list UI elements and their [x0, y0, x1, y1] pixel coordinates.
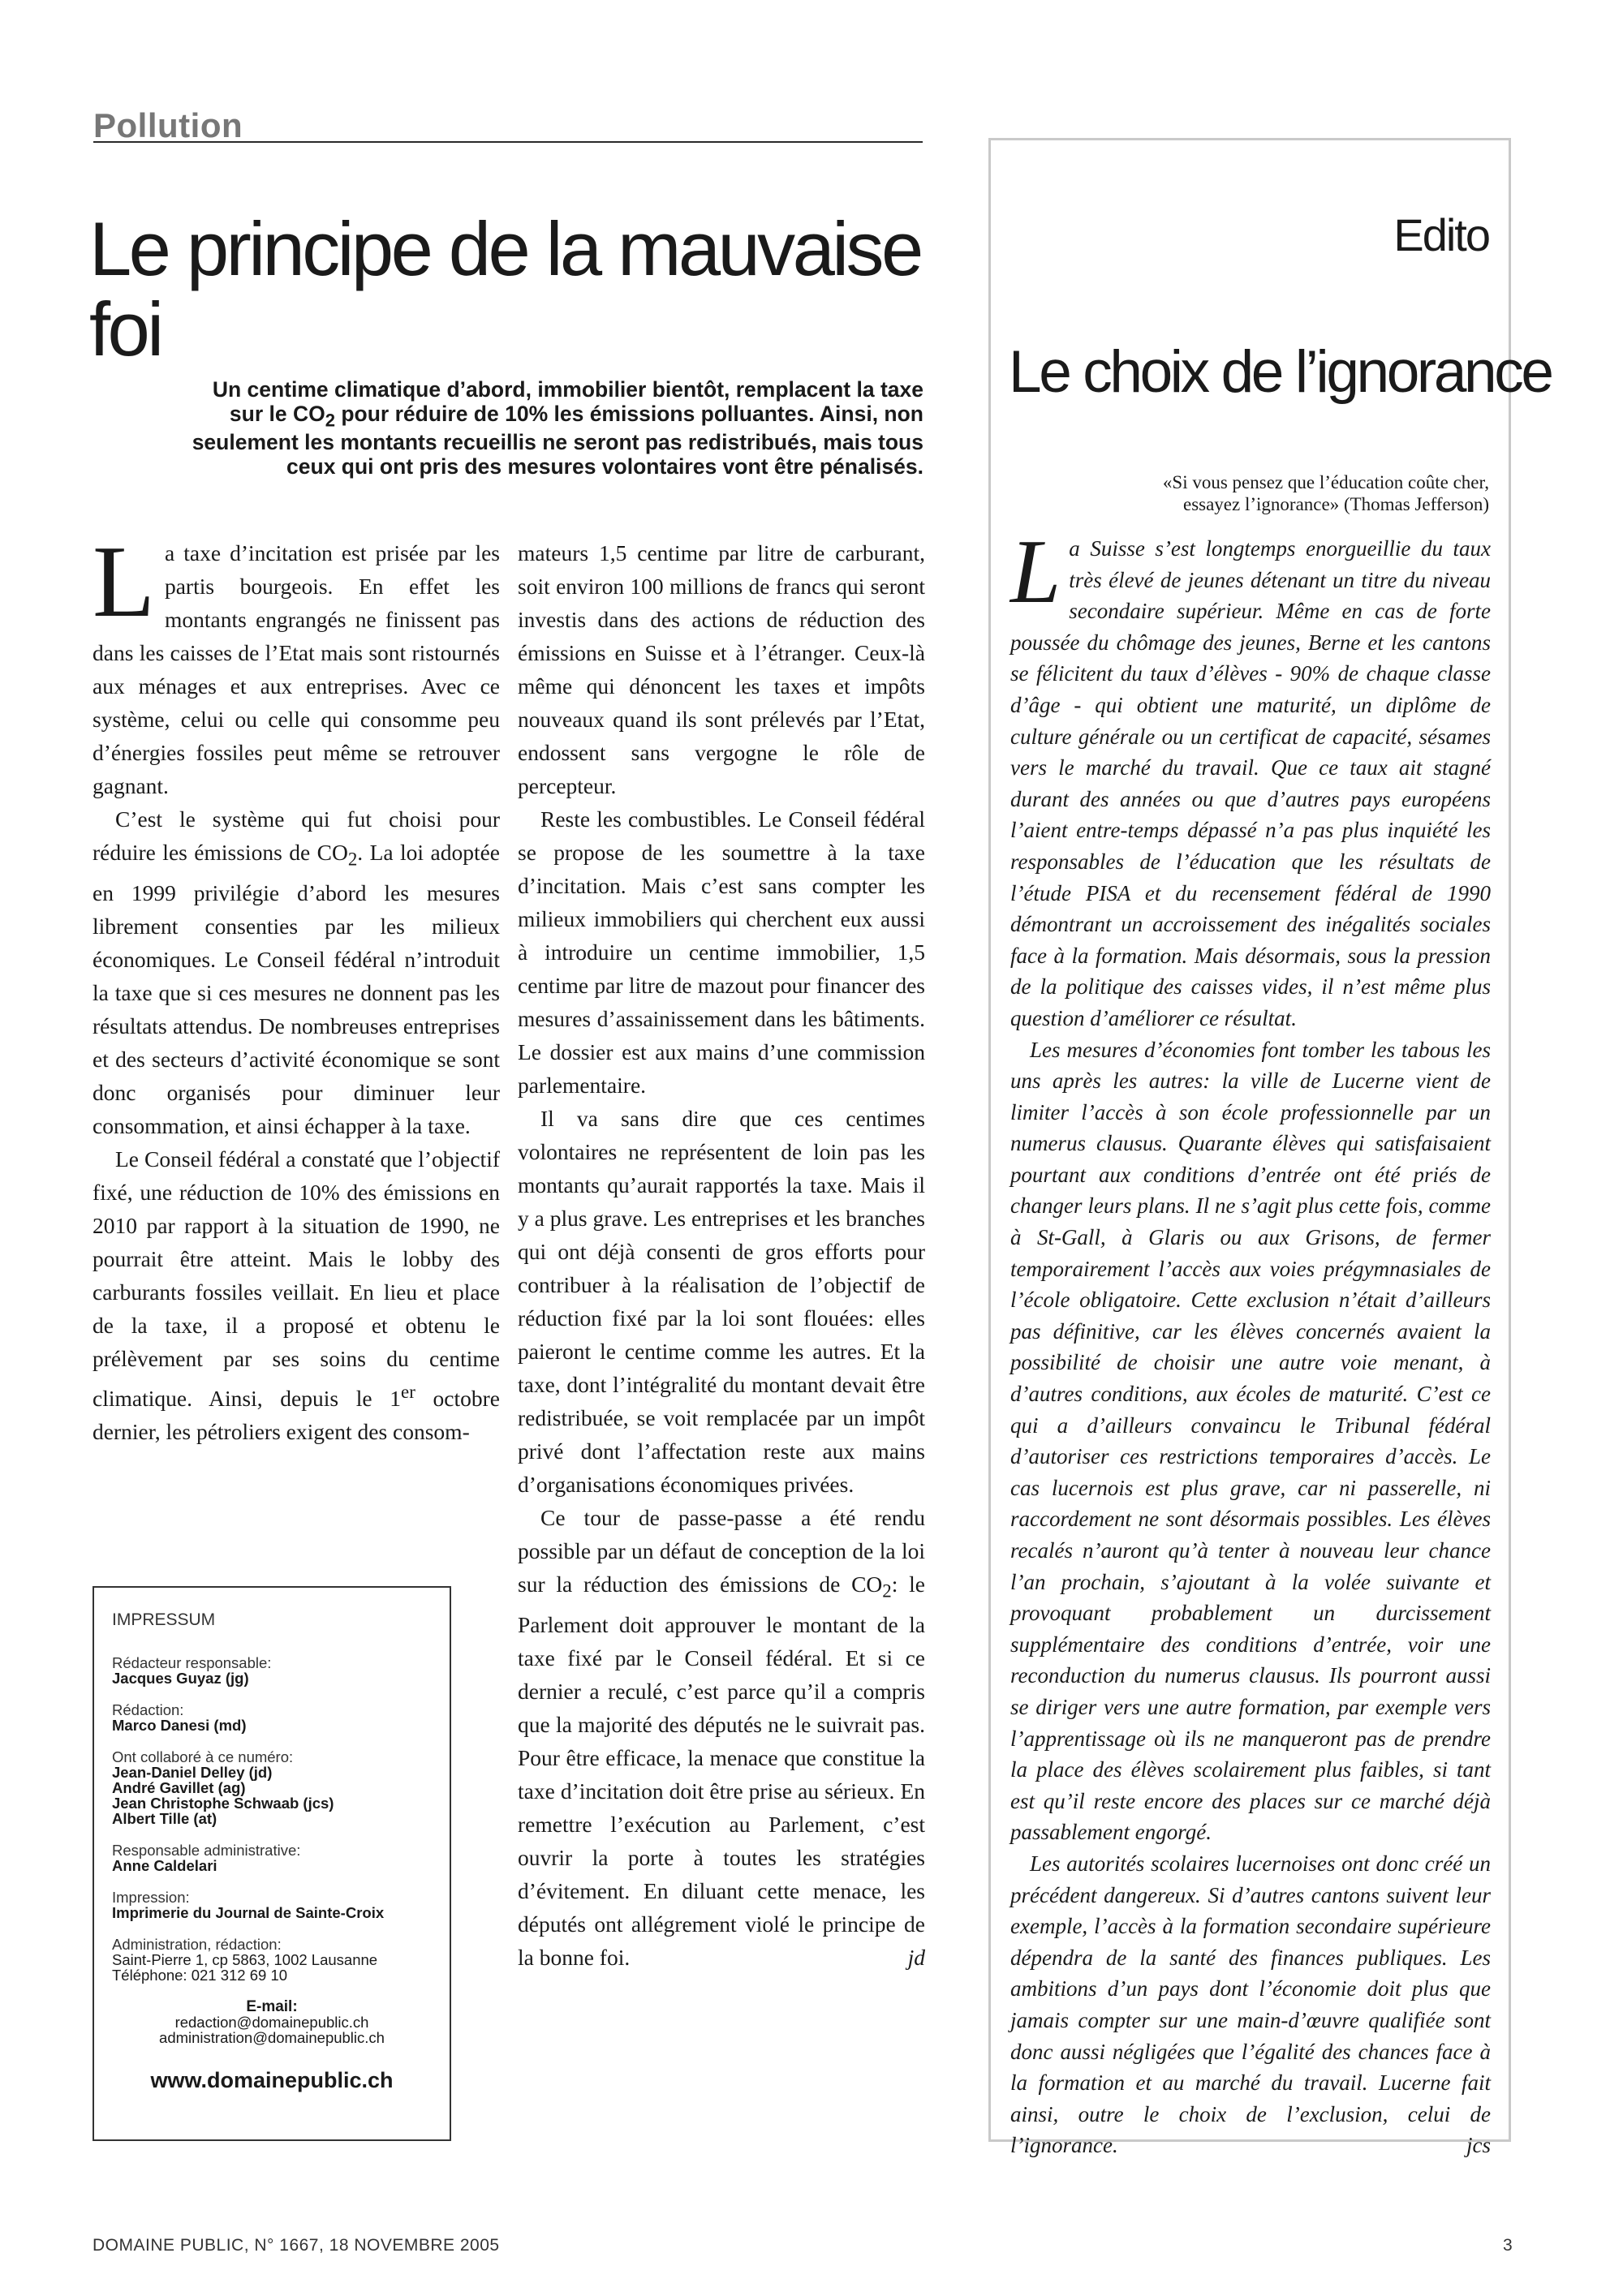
edito-body [1010, 522, 1491, 2161]
article-paragraph: Le Conseil fédéral a constaté que l’objectif fixé, une réduction de 10% des émissions en 2010 par rapport à la situation de 1990, ne pourrait être atteint. Mais le lobby des carburants fossiles veillait. En lieu et place de la taxe, il a proposé et obtenu le prélèvement par ses soins du centime climatique. Ainsi, depuis le 1er octobre dernier, les pétroliers exigent des consom- [93, 1146, 500, 1444]
impressum-value: Imprimerie du Journal de Sainte-Croix [112, 1904, 385, 1921]
impressum-section [112, 1890, 432, 1920]
impressum-label: Impression: [112, 1889, 190, 1906]
impressum-box [93, 1586, 451, 2141]
impressum-email: administration@domainepublic.ch [159, 2029, 385, 2046]
article-title: Le principe de la mauvaise foi [89, 206, 921, 372]
article-paragraph: La taxe d’incitation est prisée par les partis bourgeois. En effet les montants engrangés ne finissent pas dans les caisses de l’Etat mais sont ristournés aux ménages et aux entreprises. Avec ce système, celui ou celle qui consomme peu d’énergies fossiles peut même se retrouver gagnant. [93, 526, 500, 798]
article-paragraph: Reste les combustibles. Le Conseil fédéral se propose de les soumettre à la taxe d’incitation. Mais c’est sans compter les milieux immobiliers qui cherchent eux aussi à introduire un centime immobilier, 1,5 centime par litre de mazout pour financer des mesures d’assainissement dans les bâtiments. Le dossier est aux mains d’une commission parlementaire. [518, 806, 925, 1098]
impressum-value: Jacques Guyaz (jg) [112, 1670, 249, 1687]
impressum-label: Responsable administrative: [112, 1842, 301, 1859]
impressum-website: www.domainepublic.ch [150, 2068, 394, 2092]
impressum-section [112, 1655, 432, 1686]
impressum-section [112, 1842, 432, 1873]
impressum-section [112, 1702, 432, 1733]
impressum-email: redaction@domainepublic.ch [174, 2014, 369, 2031]
epigraph-line: essayez l’ignorance» (Thomas Jefferson) [1182, 494, 1489, 514]
drop-cap: L [1010, 522, 1061, 622]
footer-publication: DOMAINE PUBLIC, N° 1667, 18 NOVEMBRE 2005 [93, 2236, 500, 2255]
impressum-value: Anne Caldelari [112, 1857, 217, 1874]
epigraph-line: «Si vous pensez que l’éducation coûte cher, [1162, 472, 1489, 492]
article-paragraph: Il va sans dire que ces centimes volontaires ne représentent de loin pas les montants qu’aurait rapportés la taxe. Mais il y a plus grave. Les entreprises et les branches qui ont déjà consenti de gros efforts pour contribuer à la réalisation de l’objectif de réduction fixé par la loi sont flouées: elles paieront le centime comme les autres. Et la taxe, dont l’intégralité du montant devait être redistribuée, se voit remplacée par un impôt privé dont l’affectation reste aux mains d’organisations économiques privées. [518, 1106, 925, 1497]
article-paragraph: C’est le système qui fut choisi pour réduire les émissions de $CO_2$. La loi adoptée en 1999 privilégie d’abord les mesures librement consenties par les milieux économiques. Le Conseil fédéral n’introduit la taxe que si ces mesures ne donnent pas les résultats attendus. De nombreuses entreprises et des secteurs d’activité économique se sont donc organisés pour diminuer leur consommation, et ainsi échapper à la taxe. [93, 806, 500, 1138]
drop-cap: L [93, 526, 155, 638]
article-column-2 [518, 536, 925, 1974]
impressum-label: Rédacteur responsable: [112, 1654, 272, 1671]
impressum-label: Rédaction: [112, 1701, 184, 1718]
impressum-value: André Gavillet (ag) [112, 1779, 246, 1796]
edito-paragraph: La Suisse s’est longtemps enorgueillie du taux très élevé de jeunes détenant un titre du niveau secondaire supérieur. Même en cas de forte poussée du chômage des jeunes, Berne et les cantons se félicitent du taux d’élèves - 90% de chaque classe d’âge - qui obtient une maturité, un diplôme de culture générale ou un certificat de capacité, sésames vers le marché du travail. Que ce taux ait stagné durant des années ou que d’autres pays européens l’aient entre-temps dépassé n’a pas plus inquiété les responsables de l’éducation que les résultats de l’étude PISA et du recensement fédéral de 1990 démontrant un accroissement des inégalités sociales face à la formation. Mais désormais, sous la pression de la politique des caisses vides, il n’est même plus question d’améliorer ce résultat. [1010, 522, 1491, 1030]
impressum-email-label: E-mail: [246, 1998, 298, 2015]
article-paragraph: mateurs 1,5 centime par litre de carburant, soit environ 100 millions de francs qui seront investis dans des actions de réduction des émissions en Suisse et à l’étranger. Ceux-là même qui dénoncent les taxes et impôts nouveaux quand ils sont prélevés par l’Etat, endossent sans vergogne le rôle de percepteur. [518, 540, 925, 798]
edito-signature: jcs [1466, 2133, 1491, 2158]
article-column-1 [93, 526, 500, 1448]
impressum-email-block [112, 1999, 432, 2045]
edito-box [988, 138, 1552, 2158]
rubric-label: Pollution [93, 106, 243, 143]
page-number: 3 [1503, 2236, 1513, 2255]
rubric-bar [93, 104, 923, 143]
edito-label: Edito [1393, 209, 1489, 260]
impressum-value: Marco Danesi (md) [112, 1717, 247, 1734]
impressum-value: Jean Christophe Schwaab (jcs) [112, 1795, 334, 1812]
article-signature: jd [907, 1944, 925, 1970]
edito-title: Le choix de l’ignorance [1009, 339, 1552, 405]
impressum-heading: IMPRESSUM [112, 1610, 216, 1629]
impressum-section [112, 1749, 432, 1826]
article-lead: Un centime climatique d’abord, immobilier bientôt, remplacent la taxe sur le $CO_2$ pour réduire de 10% les émissions polluantes. Ainsi, non seulement les montants recueillis ne seront pas redistribués, mais tous ceux qui ont pris des mesures volontaires vont être pénalisés. [192, 377, 923, 479]
edito-paragraph: Les mesures d’économies font tomber les tabous les uns après les autres: la ville de Lucerne vient de limiter l’accès à son école professionnelle par un numerus clausus. Quarante élèves qui satisfaisaient pourtant aux conditions d’entrée ont été priés de changer leurs plans. Il ne s’agit plus cette fois, comme à St-Gall, à Glaris ou aux Grisons, de fermer temporairement l’accès aux voies prégymnasiales de l’école obligatoire. Cette exclusion n’était d’ailleurs pas définitive, car les élèves concernés avaient la possibilité de choisir une autre voie menant, à d’autres conditions, aux écoles de maturité. C’est ce qui a d’ailleurs convaincu le Tribunal fédéral d’autoriser ces restrictions temporaires d’accès. Le cas lucernois est plus grave, car ni passerelle, ni raccordement ne sont désormais possibles. Les élèves recalés n’auront qu’à tenter à nouveau leur chance l’an prochain, s’ajoutant à la volée suivante et provoquant probablement un durcissement supplémentaire des conditions d’entrée, voir une reconduction du numerus clausus. Ils pourront aussi se diriger vers une autre formation, par exemple vers l’apprentissage où ils ne manqueront pas de prendre la place des élèves scolairement plus faibles, si tant est qu’il reste encore des places sur ce marché déjà passablement engorgé. [1010, 1037, 1491, 1845]
impressum-address-line: Téléphone: 021 312 69 10 [112, 1967, 288, 1984]
impressum-address-line: Saint-Pierre 1, cp 5863, 1002 Lausanne [112, 1951, 378, 1968]
impressum-label: Administration, rédaction: [112, 1936, 282, 1953]
impressum-value: Albert Tille (at) [112, 1810, 217, 1827]
article-paragraph: Ce tour de passe-passe a été rendu possible par un défaut de conception de la loi sur la réduction des émissions de $CO_2$: le Parlement doit approuver le montant de la taxe fixé par le Conseil fédéral. Et si ce dernier a reculé, c’est parce qu’il a compris que la majorité des députés ne le suivrait pas. Pour être efficace, la menace que constitue la taxe d’incitation doit être prise au sérieux. En remettre l’exécution au Parlement, c’est ouvrir la porte à toutes les stratégies d’évitement. En diluant cette menace, les députés ont allégrement violé le principe de la bonne foi. [518, 1505, 925, 1970]
edito-epigraph [1116, 471, 1489, 515]
edito-paragraph: Les autorités scolaires lucernoises ont donc créé un précédent dangereux. Si d’autres cantons suivent leur exemple, l’accès à la formation secondaire supérieure dépendra de la santé des finances publiques. Les ambitions d’un pays dont l’économie doit plus que jamais compter sur une main-d’œuvre qualifiée sont donc aussi négligées que l’égalité des chances face à la formation et au marché du travail. Lucerne fait ainsi, outre le choix de l’exclusion, celui de l’ignorance. jcs [1010, 1848, 1491, 2161]
impressum-value: Jean-Daniel Delley (jd) [112, 1764, 273, 1781]
impressum-section [112, 1937, 432, 1983]
impressum-label: Ont collaboré à ce numéro: [112, 1748, 294, 1765]
